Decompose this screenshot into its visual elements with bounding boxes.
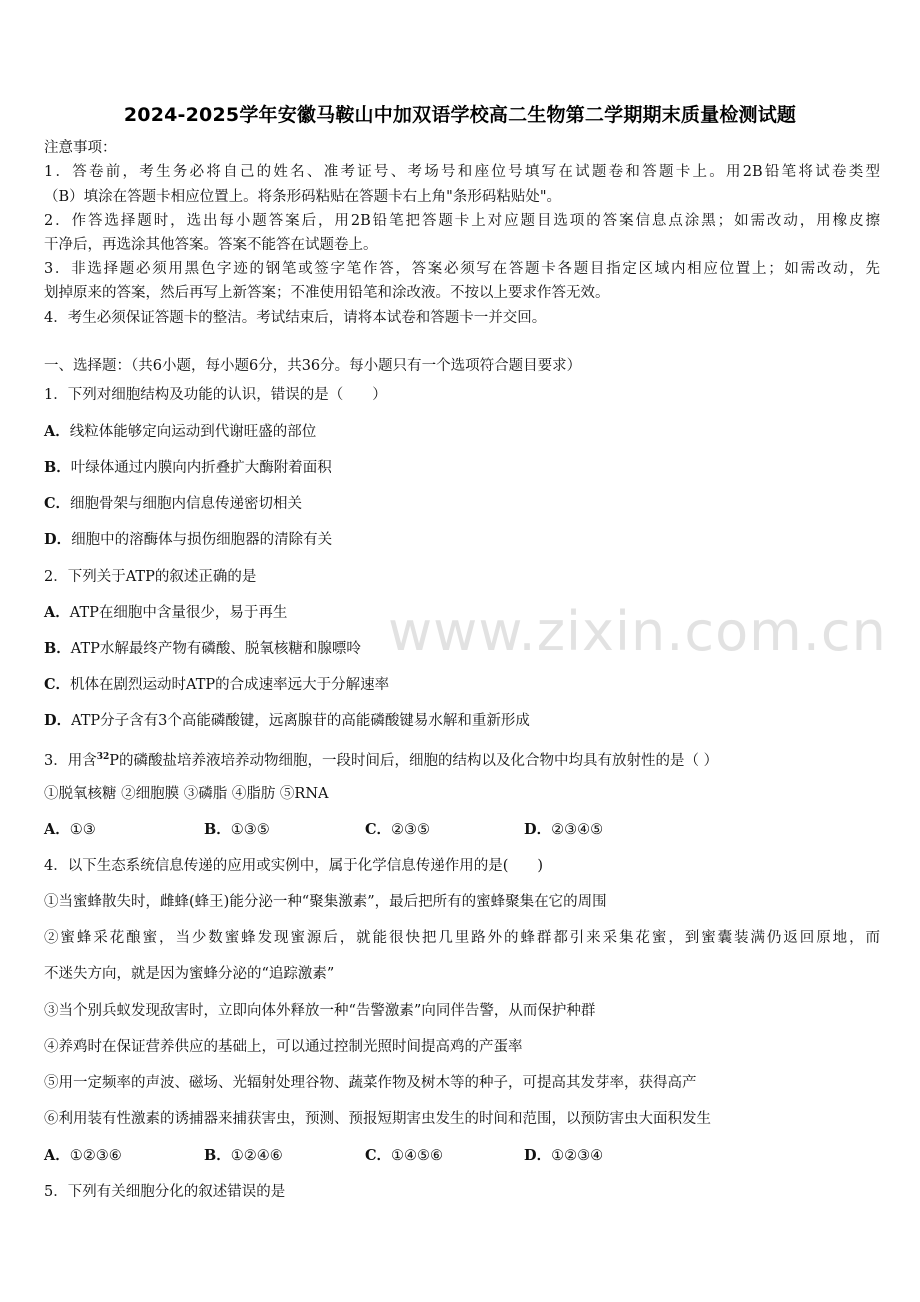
option-label: B． [204, 821, 231, 838]
option-label: D． [524, 1147, 552, 1164]
option-text: ①②③④ [551, 1148, 604, 1164]
question-stem [44, 747, 880, 771]
option-text: ATP水解最终产物有磷酸、脱氧核糖和腺嘌呤 [70, 641, 361, 657]
option-label: A． [44, 1147, 70, 1164]
option-text: ①③ [69, 822, 96, 838]
option-text: ①④⑤⑥ [391, 1148, 444, 1164]
option-label: D． [44, 531, 72, 548]
option-text: 细胞骨架与细胞内信息传递密切相关 [70, 496, 303, 512]
statement: ⑥利用装有性激素的诱捕器来捕获害虫，预测、预报短期害虫发生的时间和范围，以预防害虫大面积发生 [44, 1111, 711, 1127]
option-b [204, 820, 270, 840]
option-label: B． [44, 459, 71, 476]
option-text: 叶绿体通过内膜向内折叠扩大酶附着面积 [70, 460, 332, 476]
notice-line: 1．答卷前，考生务必将自己的姓名、准考证号、考场号和座位号填写在试题卷和答题卡上。用2B铅笔将试卷类型 [44, 164, 880, 180]
option-text: ②③④⑤ [551, 822, 604, 838]
option-label: D． [44, 712, 72, 729]
stem-text: 3．用含 [44, 753, 97, 769]
option-a [44, 1146, 122, 1166]
option-text: ①②③⑥ [69, 1148, 122, 1164]
option-label: A． [44, 821, 70, 838]
statement: ④养鸡时在保证营养供应的基础上，可以通过控制光照时间提高鸡的产蛋率 [44, 1039, 523, 1055]
option-text: 细胞中的溶酶体与损伤细胞器的清除有关 [71, 532, 333, 548]
option-label: A． [44, 604, 70, 621]
option-d [44, 530, 880, 550]
superscript: 32 [96, 752, 110, 762]
stem-text: P的磷酸盐培养液培养动物细胞，一段时间后，细胞的结构以及化合物中均具有放射性的是（ ） [109, 753, 719, 769]
option-text: 机体在剧烈运动时ATP的合成速率远大于分解速率 [70, 677, 390, 693]
option-b [204, 1146, 283, 1166]
question-stem: 1．下列对细胞结构及功能的认识，错误的是（ ） [44, 387, 387, 403]
notice-line: 3．非选择题必须用黑色字迹的钢笔或签字笔作答，答案必须写在答题卡各题目指定区域内相应位置上；如需改动，先 [44, 261, 880, 277]
notice-line: （B）填涂在答题卡相应位置上。将条形码粘贴在答题卡右上角"条形码粘贴处"。 [44, 189, 561, 205]
section-heading: 一、选择题：（共6小题，每小题6分，共36分。每小题只有一个选项符合题目要求） [44, 358, 582, 374]
option-label: A． [44, 423, 70, 440]
option-a [44, 422, 880, 442]
option-label: C． [44, 495, 71, 512]
option-d [524, 820, 603, 840]
option-c [44, 494, 880, 514]
option-text: ②③⑤ [391, 822, 431, 838]
notice-line: 干净后，再选涂其他答案。答案不能答在试题卷上。 [44, 237, 378, 253]
option-d [524, 1146, 603, 1166]
option-text: ATP分子含有3个高能磷酸键，远离腺苷的高能磷酸键易水解和重新形成 [71, 713, 530, 729]
question-items: ①脱氧核糖 ②细胞膜 ③磷脂 ④脂肪 ⑤RNA [44, 786, 329, 802]
option-c [44, 675, 880, 695]
question-stem: 4．以下生态系统信息传递的应用或实例中，属于化学信息传递作用的是( ) [44, 858, 544, 874]
option-label: B． [204, 1147, 231, 1164]
page-title: 2024-2025学年安徽马鞍山中加双语学校高二生物第二学期期末质量检测试题 [123, 104, 797, 126]
option-b [44, 458, 880, 478]
option-label: C． [365, 1147, 392, 1164]
notice-heading: 注意事项： [44, 140, 117, 156]
option-label: D． [524, 821, 552, 838]
question-stem: 5．下列有关细胞分化的叙述错误的是 [44, 1184, 286, 1200]
notice-line: 4．考生必须保证答题卡的整洁。考试结束后，请将本试卷和答题卡一并交回。 [44, 310, 547, 326]
option-label: B． [44, 640, 71, 657]
option-text: ①③⑤ [230, 822, 270, 838]
option-c [365, 820, 430, 840]
option-label: C． [44, 676, 71, 693]
statement: ③当个别兵蚁发现敌害时，立即向体外释放一种“告警激素”向同伴告警，从而保护种群 [44, 1003, 596, 1019]
option-text: 线粒体能够定向运动到代谢旺盛的部位 [69, 424, 317, 440]
statement: 不迷失方向，就是因为蜜蜂分泌的“追踪激素” [44, 966, 335, 982]
option-d [44, 711, 880, 731]
statement: ②蜜蜂采花酿蜜，当少数蜜蜂发现蜜源后，就能很快把几里路外的蜂群都引来采集花蜜，到蜜囊装满仍返回原地，而 [44, 930, 880, 946]
question-stem: 2．下列关于ATP的叙述正确的是 [44, 569, 257, 585]
statement: ⑤用一定频率的声波、磁场、光辐射处理谷物、蔬菜作物及树木等的种子，可提高其发芽率，获得高产 [44, 1075, 697, 1091]
notice-line: 2．作答选择题时，选出每小题答案后，用2B铅笔把答题卡上对应题目选项的答案信息点涂黑；如需改动，用橡皮擦 [44, 213, 880, 229]
statement: ①当蜜蜂散失时，雌蜂(蜂王)能分泌一种“聚集激素”，最后把所有的蜜蜂聚集在它的周围 [44, 894, 607, 910]
option-label: C． [365, 821, 392, 838]
option-text: ①②④⑥ [230, 1148, 283, 1164]
option-c [365, 1146, 443, 1166]
option-a [44, 820, 96, 840]
watermark: www.zixin.com.cn [388, 600, 887, 663]
notice-line: 划掉原来的答案，然后再写上新答案；不准使用铅笔和涂改液。不按以上要求作答无效。 [44, 285, 610, 301]
option-text: ATP在细胞中含量很少，易于再生 [69, 605, 288, 621]
